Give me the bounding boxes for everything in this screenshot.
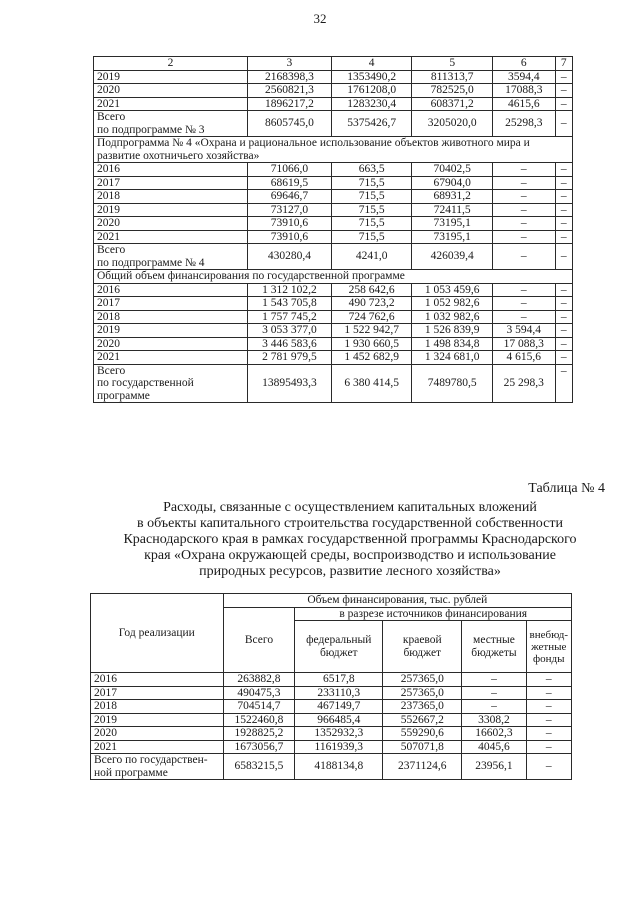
value-cell: 4615,6 xyxy=(492,97,555,111)
value-cell: 2371124,6 xyxy=(383,754,462,780)
value-cell: – xyxy=(492,217,555,231)
value-cell: – xyxy=(462,673,526,687)
value-cell: 715,5 xyxy=(331,230,412,244)
value-cell: – xyxy=(492,297,555,311)
value-cell: – xyxy=(492,163,555,177)
value-cell: 782525,0 xyxy=(412,84,493,98)
table-row xyxy=(91,740,572,754)
year-cell: 2016 xyxy=(94,283,248,297)
value-cell: 2 781 979,5 xyxy=(248,351,332,365)
value-cell: 6 380 414,5 xyxy=(331,364,412,403)
table-header-row xyxy=(94,57,573,71)
value-cell: 1 930 660,5 xyxy=(331,337,412,351)
value-cell: 1 312 102,2 xyxy=(248,283,332,297)
year-cell: 2019 xyxy=(94,70,248,84)
value-cell: 608371,2 xyxy=(412,97,493,111)
extrabudgetary-funds-header: внебюд- жетные фонды xyxy=(526,621,571,673)
value-cell: – xyxy=(492,310,555,324)
value-cell: 1 526 839,9 xyxy=(412,324,493,338)
subprogram-3-total-row xyxy=(94,111,573,137)
table-row xyxy=(94,70,573,84)
value-cell: – xyxy=(462,686,526,700)
value-cell: 233110,3 xyxy=(295,686,383,700)
value-cell: 13895493,3 xyxy=(248,364,332,403)
value-cell: 966485,4 xyxy=(295,713,383,727)
value-cell: 715,5 xyxy=(331,217,412,231)
value-cell: 68931,2 xyxy=(412,190,493,204)
value-cell: 8605745,0 xyxy=(248,111,332,137)
value-cell: 4241,0 xyxy=(331,244,412,270)
total-label: Всего по государственной программе xyxy=(94,364,248,403)
year-cell: 2020 xyxy=(94,84,248,98)
value-cell: 1761208,0 xyxy=(331,84,412,98)
year-cell: 2020 xyxy=(94,217,248,231)
value-cell: – xyxy=(526,740,571,754)
table-row xyxy=(94,337,573,351)
value-cell: 1 053 459,6 xyxy=(412,283,493,297)
value-cell: 25 298,3 xyxy=(492,364,555,403)
value-cell: 1161939,3 xyxy=(295,740,383,754)
value-cell: 1 543 705,8 xyxy=(248,297,332,311)
column-header: 5 xyxy=(412,57,493,71)
value-cell: 3 594,4 xyxy=(492,324,555,338)
value-cell: 1 032 982,6 xyxy=(412,310,493,324)
value-cell: 237365,0 xyxy=(383,700,462,714)
table-number-label: Таблица № 4 xyxy=(528,481,605,496)
column-header: 3 xyxy=(248,57,332,71)
value-cell: 811313,7 xyxy=(412,70,493,84)
value-cell: – xyxy=(555,351,572,365)
value-cell: – xyxy=(555,244,572,270)
value-cell: 1 452 682,9 xyxy=(331,351,412,365)
value-cell: 25298,3 xyxy=(492,111,555,137)
value-cell: 426039,4 xyxy=(412,244,493,270)
value-cell: – xyxy=(555,190,572,204)
year-cell: 2021 xyxy=(94,230,248,244)
value-cell: 17 088,3 xyxy=(492,337,555,351)
table-row xyxy=(94,203,573,217)
value-cell: 258 642,6 xyxy=(331,283,412,297)
program-total-title: Общий объем финансирования по государственной программе xyxy=(94,270,573,284)
value-cell: 430280,4 xyxy=(248,244,332,270)
value-cell: 490 723,2 xyxy=(331,297,412,311)
value-cell: 1 522 942,7 xyxy=(331,324,412,338)
value-cell: – xyxy=(492,283,555,297)
program-total-title-row xyxy=(94,270,573,284)
year-cell: 2017 xyxy=(94,297,248,311)
value-cell: – xyxy=(555,324,572,338)
local-budgets-header: местные бюджеты xyxy=(462,621,526,673)
year-cell: 2019 xyxy=(94,324,248,338)
year-cell: 2019 xyxy=(94,203,248,217)
value-cell: 663,5 xyxy=(331,163,412,177)
value-cell: 68619,5 xyxy=(248,176,332,190)
value-cell: 72411,5 xyxy=(412,203,493,217)
column-header: 7 xyxy=(555,57,572,71)
value-cell: 73195,1 xyxy=(412,217,493,231)
year-cell: 2018 xyxy=(94,310,248,324)
table-row xyxy=(94,230,573,244)
value-cell: – xyxy=(492,203,555,217)
value-cell: 715,5 xyxy=(331,203,412,217)
value-cell: 3205020,0 xyxy=(412,111,493,137)
value-cell: – xyxy=(555,176,572,190)
subprogram-4-total-row xyxy=(94,244,573,270)
value-cell: 3594,4 xyxy=(492,70,555,84)
value-cell: 1 052 982,6 xyxy=(412,297,493,311)
value-cell: 2560821,3 xyxy=(248,84,332,98)
value-cell: – xyxy=(555,310,572,324)
year-cell: 2021 xyxy=(94,351,248,365)
table-row xyxy=(91,727,572,741)
value-cell: 724 762,6 xyxy=(331,310,412,324)
table-row xyxy=(94,297,573,311)
value-cell: 1 324 681,0 xyxy=(412,351,493,365)
value-cell: 507071,8 xyxy=(383,740,462,754)
subprogram-4-title: Подпрограмма № 4 «Охрана и рациональное использование объектов животного мира и развитие охотничьего хозяйства» xyxy=(94,137,573,163)
value-cell: 467149,7 xyxy=(295,700,383,714)
table-row xyxy=(94,351,573,365)
value-cell: 715,5 xyxy=(331,176,412,190)
year-cell: 2021 xyxy=(91,740,224,754)
table-row xyxy=(94,324,573,338)
column-header: 2 xyxy=(94,57,248,71)
year-cell: 2020 xyxy=(94,337,248,351)
value-cell: – xyxy=(555,217,572,231)
value-cell: 704514,7 xyxy=(223,700,295,714)
value-cell: 715,5 xyxy=(331,190,412,204)
value-cell: 1283230,4 xyxy=(331,97,412,111)
value-cell: – xyxy=(555,111,572,137)
value-cell: 559290,6 xyxy=(383,727,462,741)
value-cell: – xyxy=(526,727,571,741)
value-cell: 7489780,5 xyxy=(412,364,493,403)
table-row xyxy=(94,310,573,324)
year-cell: 2016 xyxy=(94,163,248,177)
program-total-row xyxy=(91,754,572,780)
value-cell: 70402,5 xyxy=(412,163,493,177)
year-cell: 2019 xyxy=(91,713,224,727)
total-label: Всего по государствен- ной программе xyxy=(91,754,224,780)
value-cell: – xyxy=(555,337,572,351)
value-cell: – xyxy=(555,84,572,98)
subprogram-4-title-row xyxy=(94,137,573,163)
value-cell: – xyxy=(555,364,572,403)
table-row xyxy=(94,176,573,190)
value-cell: – xyxy=(526,754,571,780)
value-cell: – xyxy=(555,70,572,84)
value-cell: 5375426,7 xyxy=(331,111,412,137)
value-cell: 73910,6 xyxy=(248,230,332,244)
value-cell: 17088,3 xyxy=(492,84,555,98)
value-cell: – xyxy=(555,97,572,111)
value-cell: 1928825,2 xyxy=(223,727,295,741)
value-cell: – xyxy=(555,203,572,217)
value-cell: – xyxy=(492,176,555,190)
table-row xyxy=(94,283,573,297)
value-cell: 1896217,2 xyxy=(248,97,332,111)
federal-budget-header: федеральный бюджет xyxy=(295,621,383,673)
total-column-header: Всего xyxy=(223,607,295,673)
value-cell: 67904,0 xyxy=(412,176,493,190)
value-cell: 1522460,8 xyxy=(223,713,295,727)
value-cell: – xyxy=(526,700,571,714)
value-cell: – xyxy=(555,230,572,244)
table-row xyxy=(94,217,573,231)
value-cell: 73910,6 xyxy=(248,217,332,231)
year-cell: 2020 xyxy=(91,727,224,741)
program-total-row xyxy=(94,364,573,403)
year-cell: 2017 xyxy=(91,686,224,700)
financing-table xyxy=(93,56,573,403)
value-cell: – xyxy=(526,673,571,687)
value-cell: 6583215,5 xyxy=(223,754,295,780)
table-header-row xyxy=(91,594,572,608)
value-cell: – xyxy=(555,163,572,177)
value-cell: 6517,8 xyxy=(295,673,383,687)
value-cell: 4188134,8 xyxy=(295,754,383,780)
value-cell: – xyxy=(526,686,571,700)
value-cell: 3308,2 xyxy=(462,713,526,727)
total-label: Всего по подпрограмме № 4 xyxy=(94,244,248,270)
value-cell: 4045,6 xyxy=(462,740,526,754)
table-caption: Расходы, связанные с осуществлением капитальных вложений в объекты капитального строительства государственной собственности Краснодарского края в рамках государственной программы Краснодарского края «Охрана окружающей среды, воспроизводство и использование природных ресурсов, развитие лесного хозяйства» xyxy=(123,500,577,579)
value-cell: 552667,2 xyxy=(383,713,462,727)
value-cell: 1353490,2 xyxy=(331,70,412,84)
value-cell: 2168398,3 xyxy=(248,70,332,84)
year-cell: 2018 xyxy=(94,190,248,204)
value-cell: – xyxy=(555,297,572,311)
total-label: Всего по подпрограмме № 3 xyxy=(94,111,248,137)
value-cell: – xyxy=(492,190,555,204)
column-header: 4 xyxy=(331,57,412,71)
value-cell: 23956,1 xyxy=(462,754,526,780)
regional-budget-header: краевой бюджет xyxy=(383,621,462,673)
table-row xyxy=(91,700,572,714)
value-cell: 73195,1 xyxy=(412,230,493,244)
value-cell: – xyxy=(462,700,526,714)
value-cell: 16602,3 xyxy=(462,727,526,741)
value-cell: – xyxy=(492,230,555,244)
value-cell: 490475,3 xyxy=(223,686,295,700)
table-row xyxy=(91,673,572,687)
value-cell: – xyxy=(526,713,571,727)
table-row xyxy=(94,163,573,177)
value-cell: 257365,0 xyxy=(383,673,462,687)
value-cell: 1673056,7 xyxy=(223,740,295,754)
year-cell: 2018 xyxy=(91,700,224,714)
value-cell: 71066,0 xyxy=(248,163,332,177)
value-cell: 1 498 834,8 xyxy=(412,337,493,351)
value-cell: – xyxy=(555,283,572,297)
page-number: 32 xyxy=(313,11,327,26)
table-row xyxy=(94,97,573,111)
year-cell: 2016 xyxy=(91,673,224,687)
value-cell: 257365,0 xyxy=(383,686,462,700)
value-cell: 1352932,3 xyxy=(295,727,383,741)
year-cell: 2021 xyxy=(94,97,248,111)
value-cell: 1 757 745,2 xyxy=(248,310,332,324)
value-cell: 3 053 377,0 xyxy=(248,324,332,338)
value-cell: 73127,0 xyxy=(248,203,332,217)
table-row xyxy=(94,84,573,98)
sources-header: в разрезе источников финансирования xyxy=(295,607,572,621)
value-cell: 69646,7 xyxy=(248,190,332,204)
value-cell: 263882,8 xyxy=(223,673,295,687)
value-cell: 4 615,6 xyxy=(492,351,555,365)
year-cell: 2017 xyxy=(94,176,248,190)
table-row xyxy=(91,713,572,727)
value-cell: 3 446 583,6 xyxy=(248,337,332,351)
capital-investment-table xyxy=(90,593,572,780)
table-row xyxy=(94,190,573,204)
volume-header: Объем финансирования, тыс. рублей xyxy=(223,594,571,608)
year-column-header: Год реализации xyxy=(91,594,224,673)
column-header: 6 xyxy=(492,57,555,71)
value-cell: – xyxy=(492,244,555,270)
table-row xyxy=(91,686,572,700)
